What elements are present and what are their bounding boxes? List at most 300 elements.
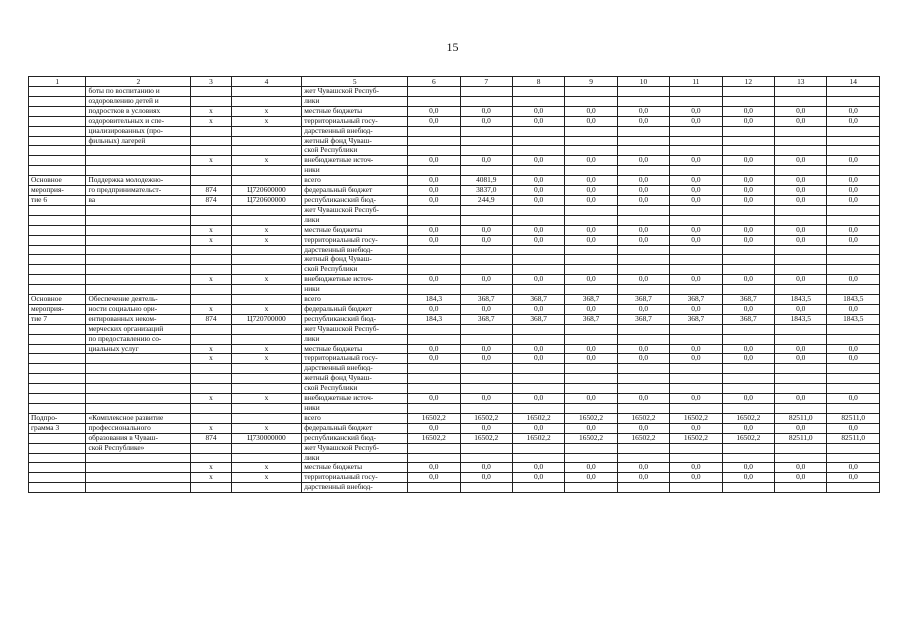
year-amount-cell: 368,7 — [722, 314, 774, 324]
year-amount-cell: 0,0 — [408, 304, 460, 314]
responsible-executor-code-cell: х — [191, 354, 231, 364]
year-amount-cell: 16502,2 — [670, 433, 722, 443]
year-amount-cell — [408, 334, 460, 344]
responsible-executor-code-cell — [191, 205, 231, 215]
year-amount-cell — [775, 265, 827, 275]
funding-source-cell: жет Чувашской Респуб- — [302, 324, 408, 334]
column-header: 5 — [302, 77, 408, 87]
year-amount-cell — [460, 453, 512, 463]
year-amount-cell — [512, 483, 564, 493]
year-amount-cell: 0,0 — [408, 176, 460, 186]
year-amount-cell — [827, 87, 880, 97]
column-header: 3 — [191, 77, 231, 87]
table-row — [29, 245, 880, 255]
year-amount-cell: 0,0 — [827, 354, 880, 364]
year-amount-cell: 0,0 — [775, 344, 827, 354]
year-amount-cell — [670, 324, 722, 334]
year-amount-cell — [775, 136, 827, 146]
year-amount-cell — [827, 245, 880, 255]
year-amount-cell: 0,0 — [408, 275, 460, 285]
program-name-cell — [29, 235, 86, 245]
responsible-executor-code-cell — [191, 245, 231, 255]
year-amount-cell: 82511,0 — [775, 433, 827, 443]
year-amount-cell: 0,0 — [617, 195, 669, 205]
year-amount-cell — [408, 443, 460, 453]
funding-source-cell: жет Чувашской Респуб- — [302, 205, 408, 215]
table-row — [29, 146, 880, 156]
year-amount-cell: 0,0 — [670, 116, 722, 126]
year-amount-cell: 0,0 — [512, 116, 564, 126]
program-name-cell — [29, 324, 86, 334]
year-amount-cell — [460, 374, 512, 384]
year-amount-cell: 0,0 — [460, 156, 512, 166]
year-amount-cell: 16502,2 — [722, 413, 774, 423]
program-name-cell — [29, 334, 86, 344]
year-amount-cell: 0,0 — [827, 423, 880, 433]
year-amount-cell: 4081,9 — [460, 176, 512, 186]
year-amount-cell — [408, 374, 460, 384]
year-amount-cell — [722, 255, 774, 265]
year-amount-cell: 0,0 — [617, 186, 669, 196]
budget-classification-code-cell: х — [231, 394, 302, 404]
year-amount-cell: 0,0 — [408, 473, 460, 483]
year-amount-cell: 0,0 — [670, 106, 722, 116]
table-row — [29, 285, 880, 295]
year-amount-cell: 0,0 — [670, 344, 722, 354]
year-amount-cell: 0,0 — [670, 304, 722, 314]
year-amount-cell — [408, 205, 460, 215]
year-amount-cell: 0,0 — [460, 423, 512, 433]
year-amount-cell: 0,0 — [775, 235, 827, 245]
year-amount-cell — [617, 126, 669, 136]
program-name-cell — [29, 96, 86, 106]
measure-title-cell — [86, 463, 191, 473]
year-amount-cell: 16502,2 — [722, 433, 774, 443]
funding-source-cell: территориальный госу- — [302, 235, 408, 245]
funding-source-cell: лики — [302, 334, 408, 344]
program-name-cell — [29, 374, 86, 384]
column-number-header-row — [29, 77, 880, 87]
year-amount-cell — [827, 384, 880, 394]
funding-source-cell: всего — [302, 295, 408, 305]
responsible-executor-code-cell: х — [191, 275, 231, 285]
year-amount-cell: 0,0 — [722, 354, 774, 364]
budget-classification-code-cell — [231, 215, 302, 225]
responsible-executor-code-cell: 874 — [191, 195, 231, 205]
year-amount-cell — [460, 87, 512, 97]
funding-source-cell: республиканский бюд- — [302, 433, 408, 443]
measure-title-cell: оздоровлению детей и — [86, 96, 191, 106]
funding-source-cell: внебюджетные источ- — [302, 156, 408, 166]
budget-classification-code-cell: х — [231, 423, 302, 433]
program-name-cell — [29, 473, 86, 483]
year-amount-cell — [617, 374, 669, 384]
budget-classification-code-cell: Ц720700000 — [231, 314, 302, 324]
year-amount-cell: 16502,2 — [617, 413, 669, 423]
budget-classification-code-cell — [231, 324, 302, 334]
responsible-executor-code-cell — [191, 146, 231, 156]
funding-source-cell: лики — [302, 215, 408, 225]
year-amount-cell — [408, 166, 460, 176]
year-amount-cell: 0,0 — [617, 344, 669, 354]
year-amount-cell: 0,0 — [827, 116, 880, 126]
funding-source-cell: местные бюджеты — [302, 225, 408, 235]
year-amount-cell: 0,0 — [408, 463, 460, 473]
year-amount-cell — [775, 96, 827, 106]
funding-source-cell: территориальный госу- — [302, 473, 408, 483]
year-amount-cell — [565, 374, 617, 384]
year-amount-cell: 0,0 — [408, 354, 460, 364]
table-row — [29, 324, 880, 334]
year-amount-cell: 0,0 — [565, 156, 617, 166]
year-amount-cell — [408, 146, 460, 156]
measure-title-cell: ентированных неком- — [86, 314, 191, 324]
year-amount-cell — [722, 404, 774, 414]
year-amount-cell: 0,0 — [827, 473, 880, 483]
year-amount-cell — [565, 96, 617, 106]
year-amount-cell: 0,0 — [512, 344, 564, 354]
year-amount-cell: 82511,0 — [827, 413, 880, 423]
funding-source-cell: ники — [302, 404, 408, 414]
program-name-cell: мероприя- — [29, 186, 86, 196]
responsible-executor-code-cell — [191, 166, 231, 176]
year-amount-cell: 0,0 — [512, 394, 564, 404]
year-amount-cell — [408, 483, 460, 493]
budget-classification-code-cell — [231, 255, 302, 265]
funding-source-cell: жетный фонд Чуваш- — [302, 374, 408, 384]
year-amount-cell — [775, 146, 827, 156]
responsible-executor-code-cell: 874 — [191, 433, 231, 443]
year-amount-cell — [512, 87, 564, 97]
year-amount-cell: 0,0 — [512, 106, 564, 116]
year-amount-cell: 0,0 — [617, 354, 669, 364]
year-amount-cell: 0,0 — [460, 304, 512, 314]
year-amount-cell — [565, 334, 617, 344]
responsible-executor-code-cell: х — [191, 463, 231, 473]
funding-source-cell: федеральный бюджет — [302, 423, 408, 433]
responsible-executor-code-cell — [191, 384, 231, 394]
year-amount-cell — [408, 453, 460, 463]
program-name-cell — [29, 394, 86, 404]
year-amount-cell — [512, 146, 564, 156]
funding-source-cell: республиканский бюд- — [302, 314, 408, 324]
year-amount-cell — [722, 483, 774, 493]
year-amount-cell — [408, 324, 460, 334]
year-amount-cell — [775, 87, 827, 97]
measure-title-cell: Обеспечение деятель- — [86, 295, 191, 305]
year-amount-cell: 0,0 — [775, 304, 827, 314]
year-amount-cell — [617, 166, 669, 176]
year-amount-cell — [408, 215, 460, 225]
budget-classification-code-cell — [231, 87, 302, 97]
year-amount-cell: 0,0 — [565, 225, 617, 235]
year-amount-cell: 0,0 — [722, 195, 774, 205]
year-amount-cell — [775, 166, 827, 176]
year-amount-cell: 16502,2 — [565, 433, 617, 443]
program-name-cell — [29, 215, 86, 225]
year-amount-cell — [670, 443, 722, 453]
budget-classification-code-cell — [231, 176, 302, 186]
year-amount-cell: 0,0 — [827, 304, 880, 314]
year-amount-cell — [512, 285, 564, 295]
year-amount-cell — [617, 364, 669, 374]
year-amount-cell — [512, 265, 564, 275]
program-name-cell — [29, 275, 86, 285]
budget-classification-code-cell — [231, 384, 302, 394]
table-row — [29, 195, 880, 205]
program-name-cell: тие 6 — [29, 195, 86, 205]
year-amount-cell — [722, 265, 774, 275]
year-amount-cell: 0,0 — [775, 176, 827, 186]
table-row — [29, 354, 880, 364]
measure-title-cell: Поддержка молодежно- — [86, 176, 191, 186]
budget-classification-code-cell: х — [231, 354, 302, 364]
measure-title-cell: мерческих организаций — [86, 324, 191, 334]
year-amount-cell: 0,0 — [512, 225, 564, 235]
year-amount-cell: 0,0 — [512, 463, 564, 473]
budget-classification-code-cell — [231, 245, 302, 255]
year-amount-cell: 0,0 — [670, 225, 722, 235]
program-name-cell — [29, 126, 86, 136]
year-amount-cell: 0,0 — [565, 354, 617, 364]
budget-classification-code-cell — [231, 265, 302, 275]
year-amount-cell — [460, 136, 512, 146]
measure-title-cell — [86, 205, 191, 215]
program-name-cell — [29, 433, 86, 443]
year-amount-cell — [827, 334, 880, 344]
year-amount-cell: 0,0 — [512, 473, 564, 483]
year-amount-cell — [670, 245, 722, 255]
year-amount-cell — [460, 215, 512, 225]
table-row — [29, 413, 880, 423]
year-amount-cell: 0,0 — [565, 394, 617, 404]
funding-source-cell: всего — [302, 176, 408, 186]
year-amount-cell: 0,0 — [512, 176, 564, 186]
year-amount-cell — [512, 324, 564, 334]
responsible-executor-code-cell: х — [191, 304, 231, 314]
funding-source-cell: местные бюджеты — [302, 463, 408, 473]
year-amount-cell — [617, 483, 669, 493]
year-amount-cell: 368,7 — [565, 295, 617, 305]
budget-classification-code-cell — [231, 136, 302, 146]
year-amount-cell: 368,7 — [617, 295, 669, 305]
program-name-cell: Подпро- — [29, 413, 86, 423]
column-header: 7 — [460, 77, 512, 87]
year-amount-cell: 1843,5 — [827, 295, 880, 305]
measure-title-cell — [86, 285, 191, 295]
budget-classification-code-cell — [231, 285, 302, 295]
year-amount-cell — [827, 265, 880, 275]
year-amount-cell: 0,0 — [670, 195, 722, 205]
year-amount-cell — [617, 146, 669, 156]
year-amount-cell: 0,0 — [775, 186, 827, 196]
program-name-cell: тие 7 — [29, 314, 86, 324]
funding-source-cell: федеральный бюджет — [302, 186, 408, 196]
program-name-cell: грамма 3 — [29, 423, 86, 433]
year-amount-cell: 0,0 — [827, 275, 880, 285]
measure-title-cell: ва — [86, 195, 191, 205]
year-amount-cell: 0,0 — [827, 225, 880, 235]
year-amount-cell — [460, 126, 512, 136]
year-amount-cell: 0,0 — [827, 106, 880, 116]
budget-classification-code-cell: х — [231, 275, 302, 285]
budget-classification-code-cell: Ц720600000 — [231, 186, 302, 196]
year-amount-cell: 0,0 — [670, 473, 722, 483]
year-amount-cell — [408, 404, 460, 414]
year-amount-cell: 0,0 — [408, 116, 460, 126]
year-amount-cell — [722, 245, 774, 255]
year-amount-cell: 0,0 — [565, 176, 617, 186]
program-name-cell — [29, 166, 86, 176]
year-amount-cell — [827, 136, 880, 146]
responsible-executor-code-cell — [191, 265, 231, 275]
year-amount-cell — [460, 364, 512, 374]
year-amount-cell: 0,0 — [565, 106, 617, 116]
funding-source-cell: лики — [302, 96, 408, 106]
table-row — [29, 344, 880, 354]
budget-classification-code-cell: х — [231, 473, 302, 483]
budget-classification-code-cell — [231, 126, 302, 136]
year-amount-cell — [460, 245, 512, 255]
responsible-executor-code-cell: х — [191, 235, 231, 245]
year-amount-cell: 82511,0 — [775, 413, 827, 423]
year-amount-cell: 0,0 — [722, 423, 774, 433]
table-row — [29, 275, 880, 285]
year-amount-cell — [512, 136, 564, 146]
year-amount-cell — [460, 285, 512, 295]
program-name-cell — [29, 384, 86, 394]
funding-source-cell: жетный фонд Чуваш- — [302, 136, 408, 146]
column-header: 12 — [722, 77, 774, 87]
year-amount-cell — [617, 384, 669, 394]
program-name-cell: Основное — [29, 176, 86, 186]
year-amount-cell: 0,0 — [775, 354, 827, 364]
year-amount-cell: 0,0 — [617, 463, 669, 473]
year-amount-cell: 0,0 — [617, 116, 669, 126]
year-amount-cell: 0,0 — [460, 225, 512, 235]
measure-title-cell: ской Республике» — [86, 443, 191, 453]
responsible-executor-code-cell — [191, 374, 231, 384]
responsible-executor-code-cell — [191, 413, 231, 423]
year-amount-cell: 0,0 — [827, 235, 880, 245]
measure-title-cell — [86, 166, 191, 176]
year-amount-cell: 0,0 — [617, 225, 669, 235]
program-name-cell — [29, 285, 86, 295]
year-amount-cell: 0,0 — [617, 156, 669, 166]
funding-source-cell: дарственный внебюд- — [302, 364, 408, 374]
year-amount-cell — [460, 255, 512, 265]
responsible-executor-code-cell — [191, 404, 231, 414]
year-amount-cell: 0,0 — [565, 235, 617, 245]
measure-title-cell — [86, 404, 191, 414]
year-amount-cell: 0,0 — [460, 344, 512, 354]
funding-source-cell: ской Республики — [302, 384, 408, 394]
year-amount-cell — [512, 126, 564, 136]
table-row — [29, 225, 880, 235]
year-amount-cell — [670, 126, 722, 136]
year-amount-cell: 368,7 — [565, 314, 617, 324]
year-amount-cell — [512, 443, 564, 453]
year-amount-cell: 0,0 — [722, 116, 774, 126]
measure-title-cell — [86, 374, 191, 384]
program-name-cell — [29, 225, 86, 235]
year-amount-cell — [775, 404, 827, 414]
column-header: 2 — [86, 77, 191, 87]
year-amount-cell — [722, 87, 774, 97]
measure-title-cell — [86, 394, 191, 404]
year-amount-cell: 0,0 — [512, 235, 564, 245]
table-row — [29, 433, 880, 443]
year-amount-cell — [670, 146, 722, 156]
year-amount-cell: 1843,5 — [827, 314, 880, 324]
year-amount-cell: 0,0 — [775, 195, 827, 205]
program-name-cell — [29, 483, 86, 493]
year-amount-cell — [827, 404, 880, 414]
year-amount-cell: 0,0 — [722, 176, 774, 186]
year-amount-cell — [617, 324, 669, 334]
year-amount-cell — [670, 285, 722, 295]
column-header: 4 — [231, 77, 302, 87]
table-row — [29, 473, 880, 483]
year-amount-cell — [512, 215, 564, 225]
year-amount-cell — [775, 205, 827, 215]
funding-source-cell: ники — [302, 285, 408, 295]
responsible-executor-code-cell — [191, 295, 231, 305]
year-amount-cell — [565, 443, 617, 453]
year-amount-cell: 0,0 — [408, 344, 460, 354]
program-name-cell — [29, 205, 86, 215]
table-row — [29, 87, 880, 97]
year-amount-cell — [408, 265, 460, 275]
measure-title-cell — [86, 473, 191, 483]
year-amount-cell — [408, 285, 460, 295]
year-amount-cell: 82511,0 — [827, 433, 880, 443]
year-amount-cell: 368,7 — [617, 314, 669, 324]
year-amount-cell: 184,3 — [408, 295, 460, 305]
year-amount-cell — [827, 324, 880, 334]
year-amount-cell: 0,0 — [460, 394, 512, 404]
responsible-executor-code-cell — [191, 96, 231, 106]
year-amount-cell — [565, 404, 617, 414]
year-amount-cell: 16502,2 — [460, 433, 512, 443]
table-row — [29, 423, 880, 433]
table-row — [29, 364, 880, 374]
year-amount-cell: 16502,2 — [617, 433, 669, 443]
year-amount-cell: 0,0 — [565, 275, 617, 285]
year-amount-cell: 0,0 — [775, 423, 827, 433]
year-amount-cell — [460, 265, 512, 275]
year-amount-cell — [775, 334, 827, 344]
responsible-executor-code-cell: 874 — [191, 314, 231, 324]
measure-title-cell — [86, 156, 191, 166]
year-amount-cell — [565, 146, 617, 156]
year-amount-cell: 16502,2 — [408, 433, 460, 443]
table-row — [29, 215, 880, 225]
responsible-executor-code-cell — [191, 215, 231, 225]
table-row — [29, 186, 880, 196]
year-amount-cell: 0,0 — [460, 235, 512, 245]
year-amount-cell: 368,7 — [460, 314, 512, 324]
year-amount-cell — [775, 324, 827, 334]
measure-title-cell: образования в Чуваш- — [86, 433, 191, 443]
year-amount-cell: 0,0 — [775, 156, 827, 166]
year-amount-cell — [617, 96, 669, 106]
year-amount-cell — [775, 364, 827, 374]
measure-title-cell — [86, 235, 191, 245]
year-amount-cell: 0,0 — [565, 186, 617, 196]
year-amount-cell: 0,0 — [670, 186, 722, 196]
year-amount-cell — [827, 215, 880, 225]
